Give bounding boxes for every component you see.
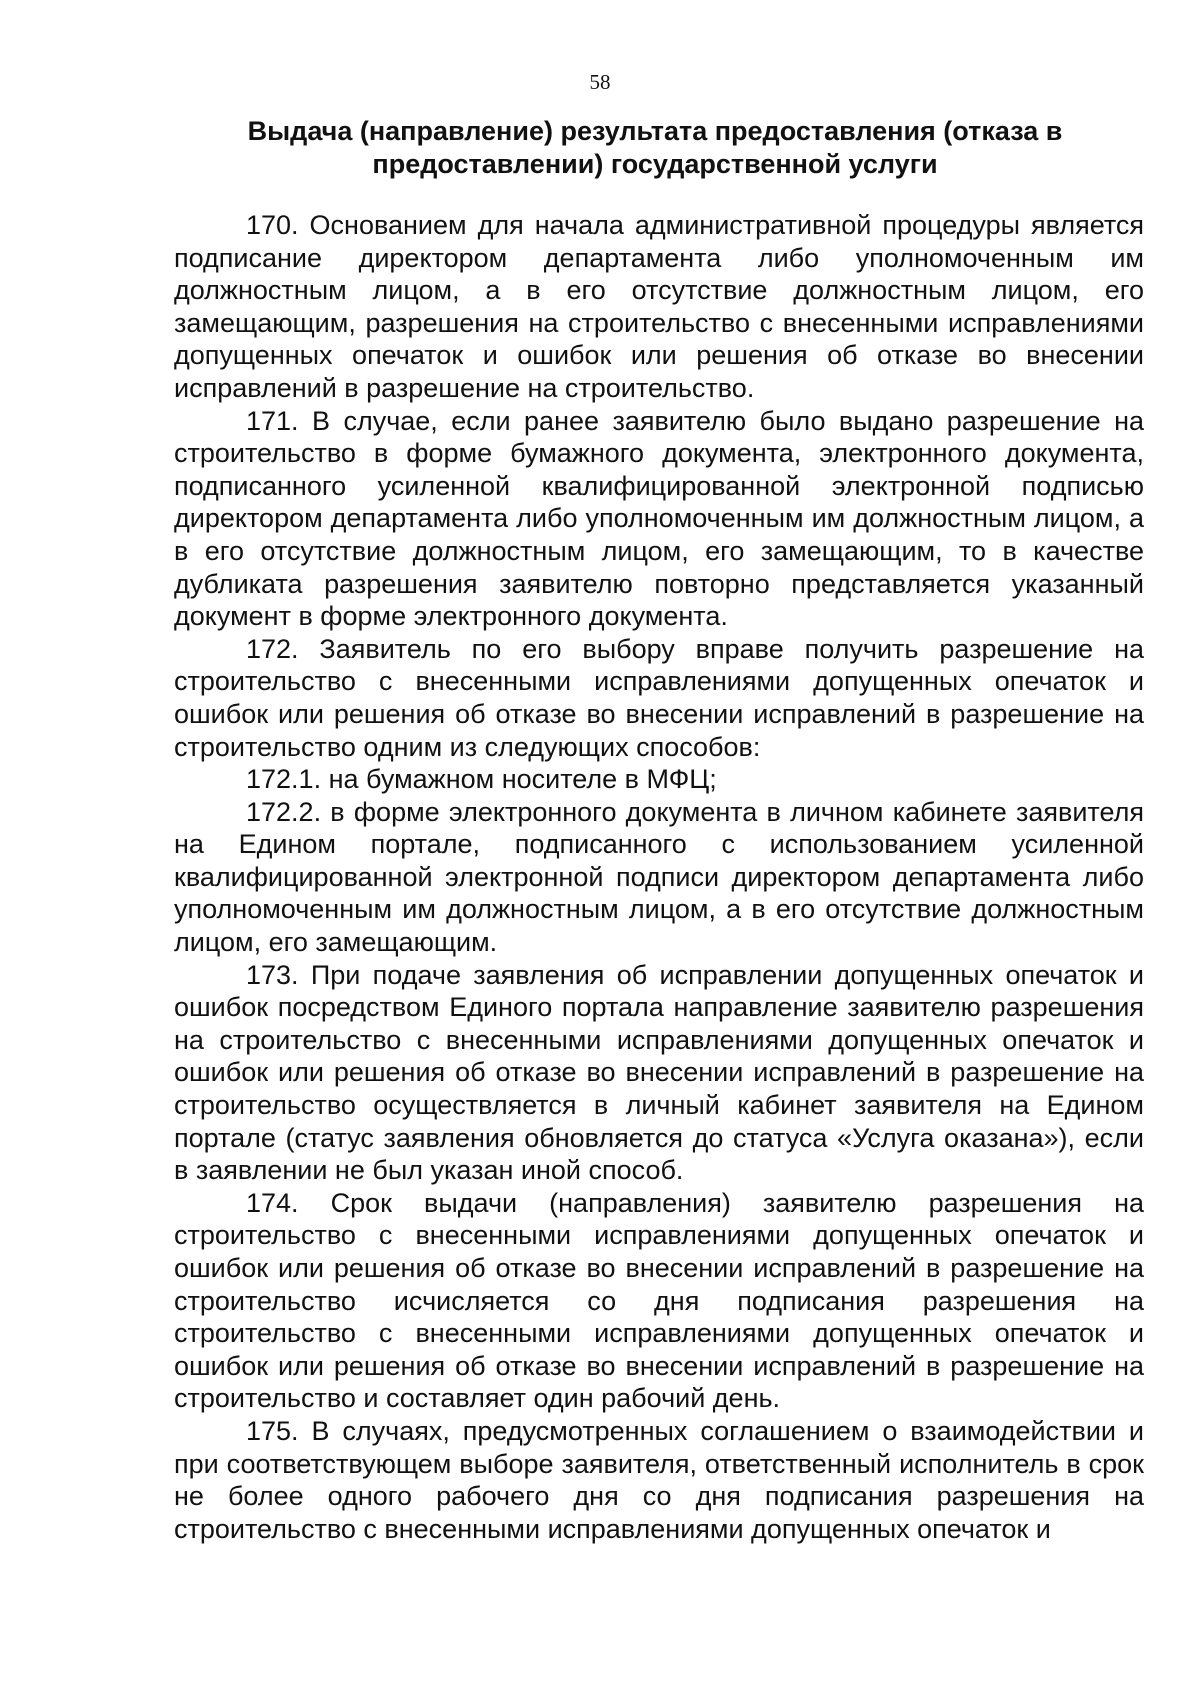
page-number: 58 (589, 70, 611, 94)
paragraph-170: 170. Основанием для начала административной процедуры является подписание директором департамента либо уполномоченным им должностным лицом, а в его отсутствие должностным лицом, его замещающим, разрешения на строительство с внесенными исправлениями допущенных опечаток и ошибок или решения об отказе во внесении исправлений в разрешение на строительство. (174, 210, 1144, 403)
paragraph-174: 174. Срок выдачи (направления) заявителю разрешения на строительство с внесенными исправлениями допущенных опечаток и ошибок или решения об отказе во внесении исправлений в разрешение на строительство исчисляется со дня подписания разрешения на строительство с внесенными исправлениями допущенных опечаток и ошибок или решения об отказе во внесении исправлений в разрешение на строительство и составляет один рабочий день. (174, 1187, 1144, 1414)
body-text (174, 209, 1144, 1545)
paragraph-175: 175. В случаях, предусмотренных соглашением о взаимодействии и при соответствующем выборе заявителя, ответственный исполнитель в срок не более одного рабочего дня со дня подписания разрешения на строительство с внесенными исправлениями допущенных опечаток и (174, 1415, 1144, 1544)
paragraph-172-1: 172.1. на бумажном носителе в МФЦ; (246, 764, 717, 795)
section-title: Выдача (направление) результата предоставления (отказа в предоставлении) государственной услуги (247, 116, 1063, 179)
paragraph-172-2: 172.2. в форме электронного документа в личном кабинете заявителя на Едином портале, подписанного с использованием усиленной квалифицированной электронной подписи директором департамента либо уполномоченным им должностным лицом, а в его отсутствие должностным лицом, его замещающим. (174, 796, 1144, 958)
paragraph-171: 171. В случае, если ранее заявителю было выдано разрешение на строительство в форме бумажного документа, электронного документа, подписанного усиленной квалифицированной электронной подписью директором департамента либо уполномоченным им должностным лицом, а в его отсутствие должностным лицом, его замещающим, то в качестве дубликата разрешения заявителю повторно представляется указанный документ в форме электронного документа. (174, 405, 1144, 632)
paragraph-172: 172. Заявитель по его выбору вправе получить разрешение на строительство с внесенными исправлениями допущенных опечаток и ошибок или решения об отказе во внесении исправлений в разрешение на строительство одним из следующих способов: (174, 633, 1144, 762)
paragraph-173: 173. При подаче заявления об исправлении допущенных опечаток и ошибок посредством Единого портала направление заявителю разрешения на строительство с внесенными исправлениями допущенных опечаток и ошибок или решения об отказе во внесении исправлений в разрешение на строительство осуществляется в личный кабинет заявителя на Едином портале (статус заявления обновляется до статуса «Услуга оказана»), если в заявлении не был указан иной способ. (174, 959, 1144, 1186)
